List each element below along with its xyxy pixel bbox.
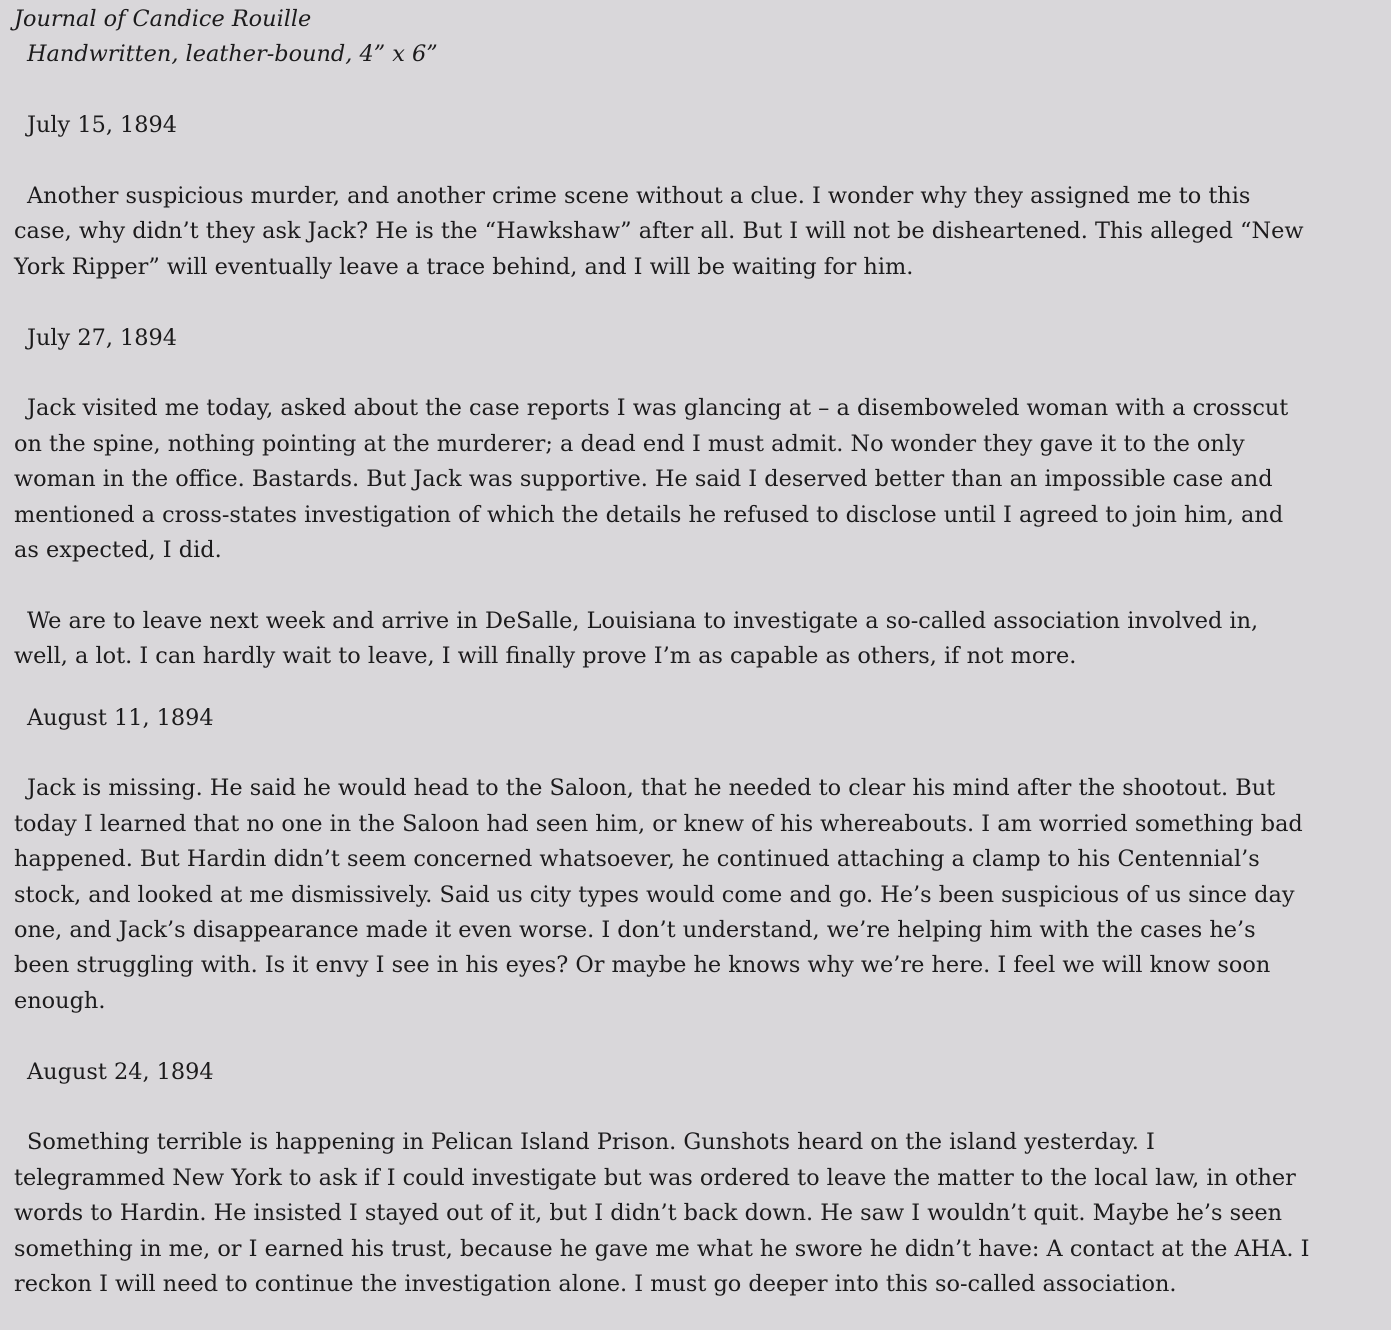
paragraph-line: been struggling with. Is it envy I see in his eyes? Or maybe he knows why we’re here. I feel we will know soon: [14, 952, 1271, 979]
paragraph-line: stock, and looked at me dismissively. Said us city types would come and go. He’s been suspicious of us since day: [14, 881, 1295, 908]
spacer: [14, 73, 1377, 108]
entry-paragraph: [14, 179, 1377, 285]
paragraph-line: well, a lot. I can hardly wait to leave, I will finally prove I’m as capable as others, if not more.: [14, 643, 1077, 670]
paragraph-line: Jack is missing. He said he would head to the Saloon, that he needed to clear his mind after the shootout. But: [27, 775, 1276, 802]
paragraph-line: as expected, I did.: [14, 537, 222, 564]
paragraph-line: mentioned a cross-states investigation of which the details he refused to disclose until I agreed to join him, and: [14, 501, 1284, 528]
journal-entry: [14, 1055, 1377, 1303]
journal-description: Handwritten, leather-bound, 4” x 6”: [27, 41, 438, 68]
entry-date: July 27, 1894: [27, 324, 178, 351]
paragraph-line: happened. But Hardin didn’t seem concerned whatsoever, he continued attaching a clamp to his Centennial’s: [14, 846, 1260, 873]
entry-paragraph: [14, 1125, 1377, 1302]
paragraph-line: telegrammed New York to ask if I could investigate but was ordered to leave the matter to the local law, in other: [14, 1164, 1296, 1191]
paragraph-line: on the spine, nothing pointing at the murderer; a dead end I must admit. No wonder they gave it to the only: [14, 430, 1245, 457]
entry-date: August 11, 1894: [27, 704, 214, 731]
entry-paragraph: [14, 771, 1377, 1019]
entry-paragraph: [14, 604, 1377, 675]
journal-entry: [14, 321, 1377, 675]
paragraph-line: Jack visited me today, asked about the case reports I was glancing at – a disemboweled woman with a crosscut: [27, 395, 1289, 422]
paragraph-line: York Ripper” will eventually leave a trace behind, and I will be waiting for him.: [14, 253, 914, 280]
entry-date: August 24, 1894: [27, 1058, 214, 1085]
paragraph-line: today I learned that no one in the Saloon had seen him, or knew of his whereabouts. I am worried something bad: [14, 810, 1303, 837]
journal-entry: [14, 701, 1377, 1020]
paragraph-line: one, and Jack’s disappearance made it even worse. I don’t understand, we’re helping him with the cases he’s: [14, 917, 1256, 944]
paragraph-line: Something terrible is happening in Pelican Island Prison. Gunshots heard on the island yesterday. I: [27, 1129, 1155, 1156]
paragraph-line: woman in the office. Bastards. But Jack was supportive. He said I deserved better than an impossible case and: [14, 466, 1273, 493]
paragraph-line: enough.: [14, 987, 106, 1014]
paragraph-line: words to Hardin. He insisted I stayed out of it, but I didn’t back down. He saw I wouldn’t quit. Maybe he’s seen: [14, 1200, 1283, 1227]
journal-title: Journal of Candice Rouille: [14, 6, 312, 32]
paragraph-line: something in me, or I earned his trust, because he gave me what he swore he didn’t have: A contact at the AHA. I: [14, 1235, 1310, 1262]
entry-date: July 15, 1894: [27, 112, 178, 139]
paragraph-line: case, why didn’t they ask Jack? He is the “Hawkshaw” after all. But I will not be disheartened. This alleged “New: [14, 218, 1304, 245]
journal-entry: [14, 108, 1377, 285]
paragraph-line: Another suspicious murder, and another crime scene without a clue. I wonder why they assigned me to this: [27, 183, 1251, 209]
paragraph-line: reckon I will need to continue the investigation alone. I must go deeper into this so-called association.: [14, 1271, 1177, 1298]
entry-paragraph: [14, 391, 1377, 568]
paragraph-line: We are to leave next week and arrive in DeSalle, Louisiana to investigate a so-called association involved in,: [27, 607, 1259, 634]
